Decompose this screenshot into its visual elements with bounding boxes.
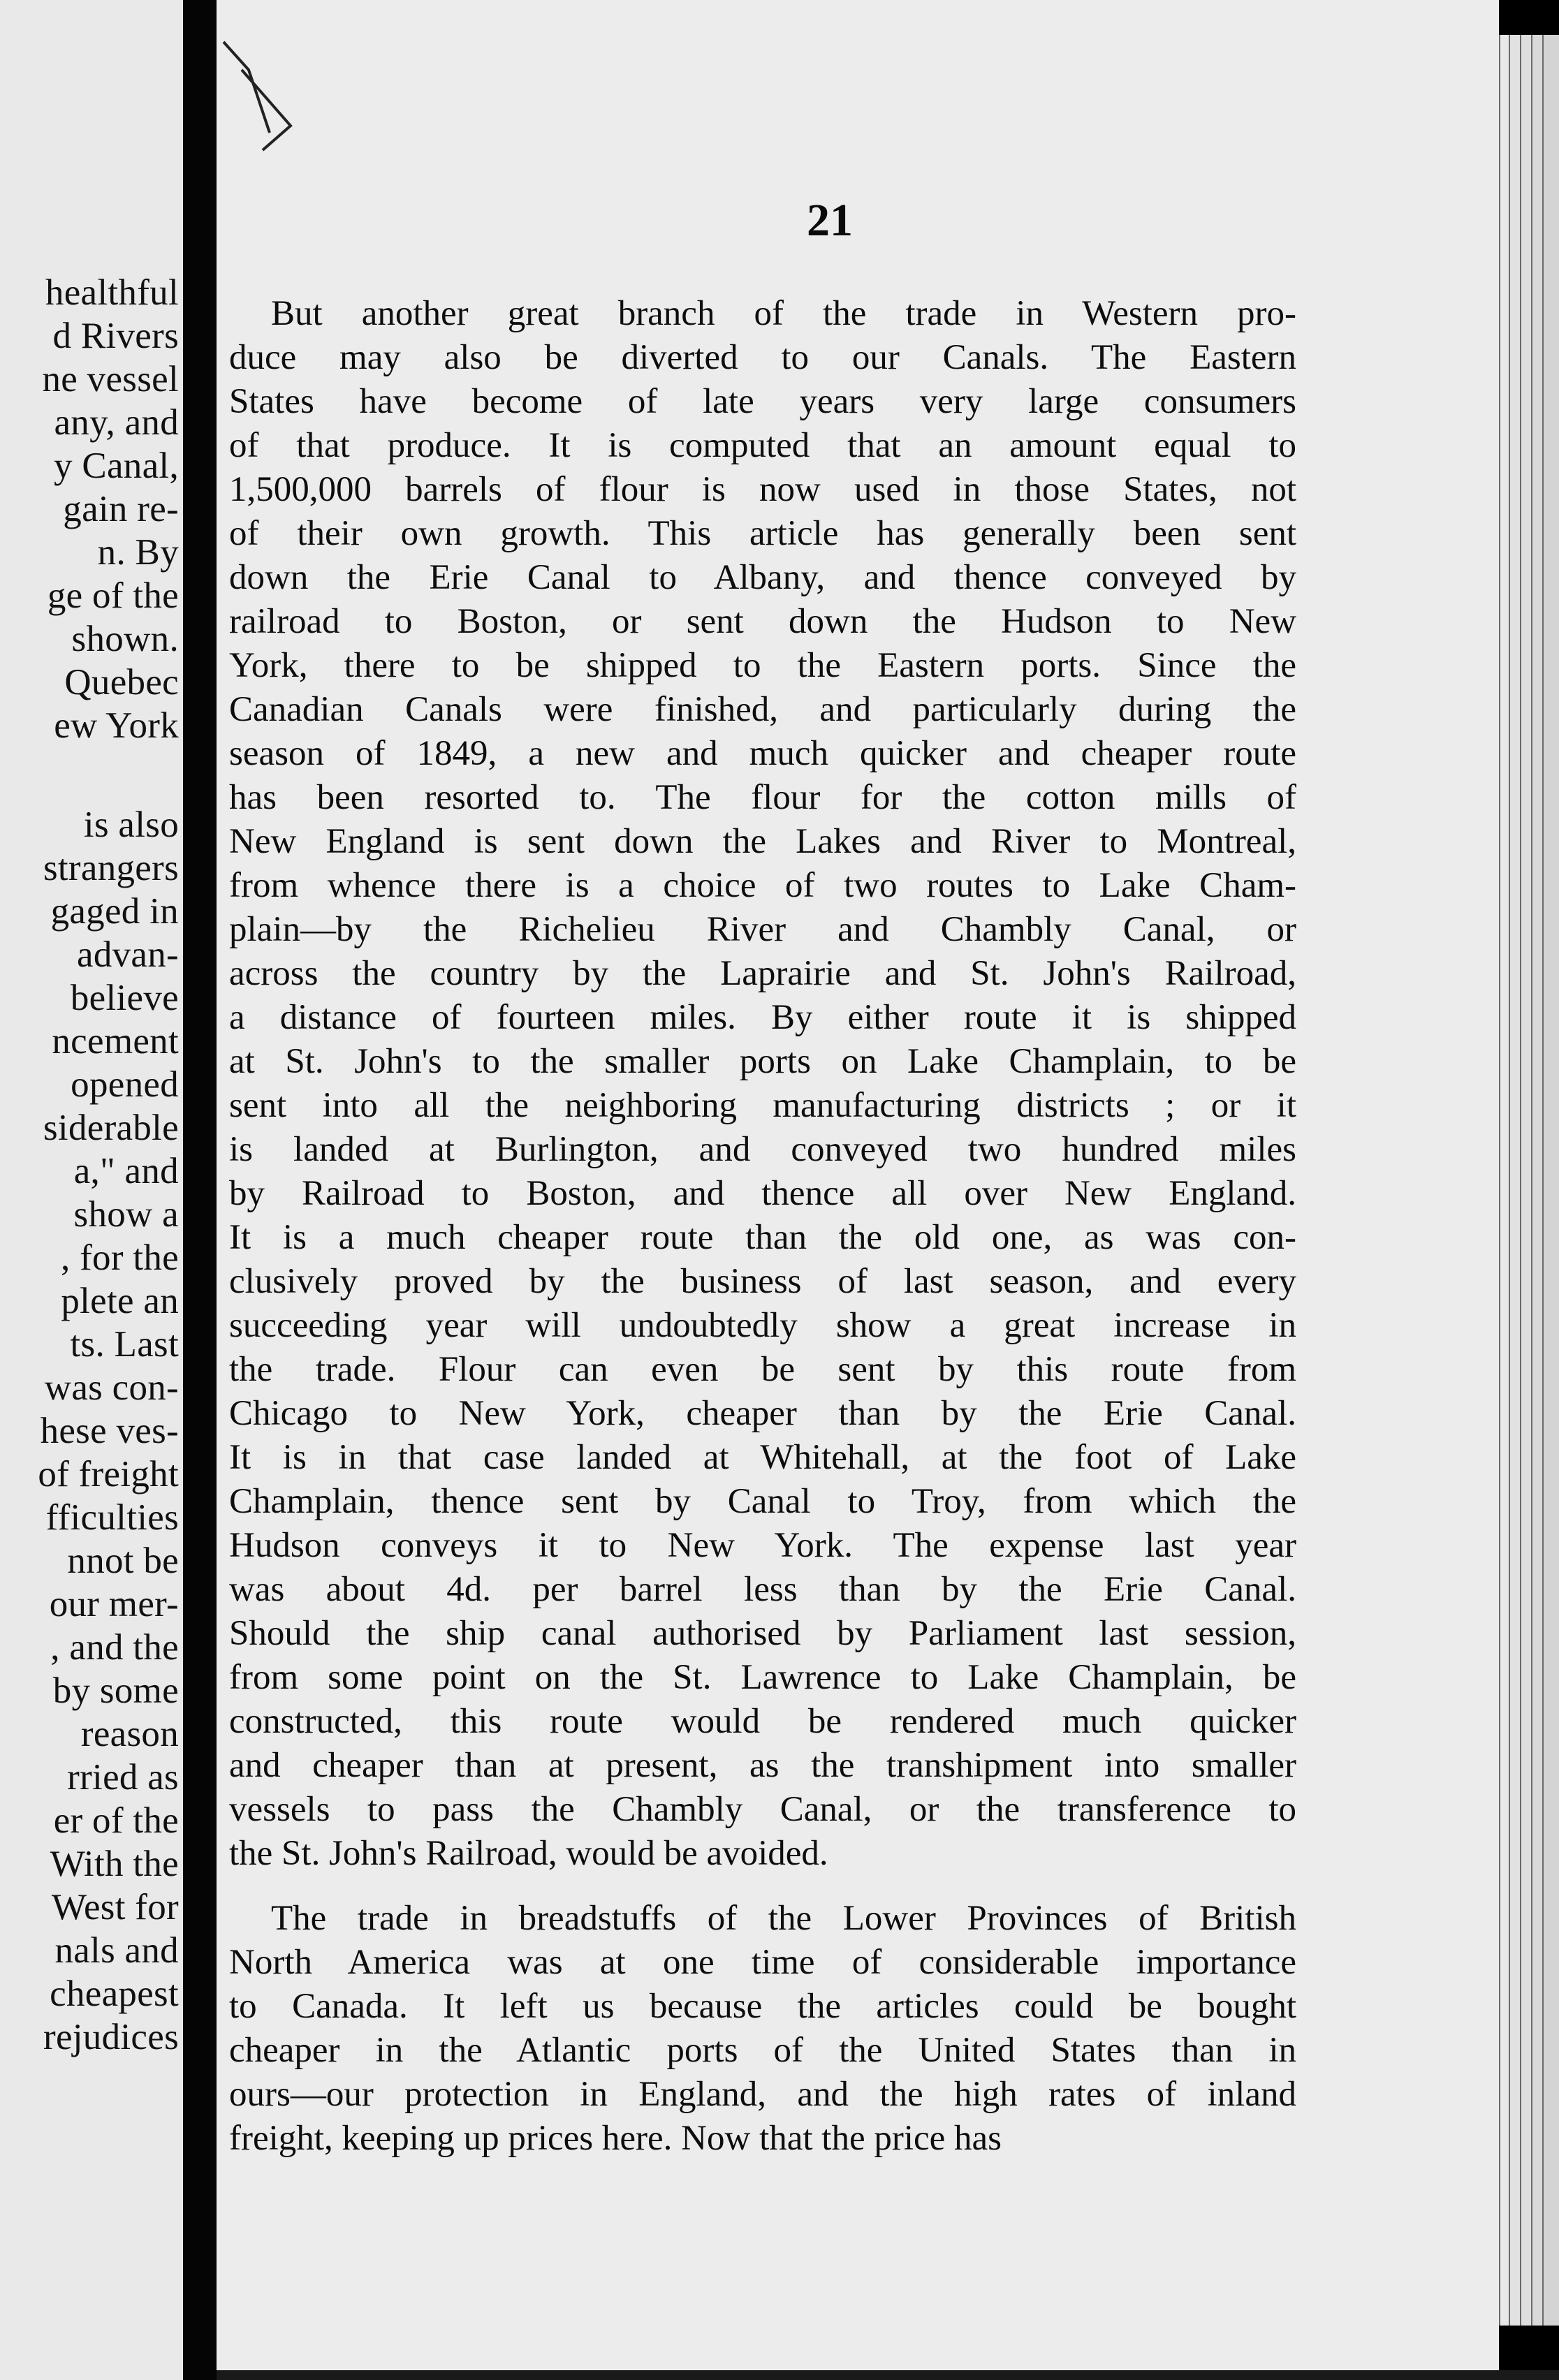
text-line: cheaper in the Atlantic ports of the United States than in — [229, 2031, 1296, 2070]
left-page-fragment: shown. — [71, 619, 179, 659]
text-line: has been resorted to. The flour for the cotton mills of — [229, 778, 1296, 817]
text-line: York, there to be shipped to the Eastern ports. Since the — [229, 646, 1296, 685]
left-page-fragment: cheapest — [50, 1974, 179, 2014]
text-line: a distance of fourteen miles. By either route it is shipped — [229, 998, 1296, 1037]
left-page-fragment: n. By — [97, 532, 179, 573]
book-gutter — [183, 0, 217, 2380]
text-line: at St. John's to the smaller ports on Lake Champlain, to be — [229, 1042, 1296, 1081]
page-fold-mark-icon — [221, 28, 305, 154]
left-page-fragment: reason — [80, 1714, 179, 1754]
left-page-fragment: believe — [70, 978, 179, 1018]
book-page — [217, 0, 1499, 2380]
left-page-fragment: hese ves- — [40, 1411, 179, 1451]
text-line: season of 1849, a new and much quicker and cheaper route — [229, 734, 1296, 773]
left-page-fragment: of freight — [38, 1454, 179, 1494]
text-line: Chicago to New York, cheaper than by the Erie Canal. — [229, 1394, 1296, 1433]
text-line: down the Erie Canal to Albany, and thence conveyed by — [229, 558, 1296, 597]
paragraph-2 — [229, 1897, 1296, 2161]
left-page-fragment: nnot be — [67, 1541, 179, 1581]
text-line: and cheaper than at present, as the transhipment into smaller — [229, 1746, 1296, 1785]
text-line: of that produce. It is computed that an amount equal to — [229, 426, 1296, 465]
text-line: 1,500,000 barrels of flour is now used in those States, not — [229, 470, 1296, 509]
text-line: is landed at Burlington, and conveyed two hundred miles — [229, 1130, 1296, 1169]
text-line: freight, keeping up prices here. Now that the price has — [229, 2119, 1002, 2158]
left-page-fragment: ew York — [54, 705, 179, 746]
text-line: The trade in breadstuffs of the Lower Provinces of British — [271, 1899, 1296, 1938]
left-page-fragment: West for — [51, 1887, 179, 1927]
text-line: railroad to Boston, or sent down the Hudson to New — [229, 602, 1296, 641]
text-line: constructed, this route would be rendered much quicker — [229, 1702, 1296, 1741]
text-line: by Railroad to Boston, and thence all over New England. — [229, 1174, 1296, 1213]
page-bottom-shadow — [217, 2370, 1559, 2380]
text-line: ours—our protection in England, and the high rates of inland — [229, 2075, 1296, 2114]
left-page-fragment: our mer- — [49, 1584, 179, 1624]
left-page-fragment: by some — [52, 1670, 179, 1711]
left-page-fragment: ne vessel — [42, 359, 179, 399]
text-line: duce may also be diverted to our Canals. The Eastern — [229, 338, 1296, 377]
text-line: Champlain, thence sent by Canal to Troy, from which the — [229, 1482, 1296, 1521]
page-stack-edges — [1499, 35, 1559, 2326]
text-line: from whence there is a choice of two routes to Lake Cham- — [229, 866, 1296, 905]
left-page-fragment: plete an — [61, 1281, 179, 1321]
left-page-fragment: is also — [83, 805, 179, 845]
left-page-fragment: advan- — [77, 934, 179, 975]
left-page-fragment: strangers — [43, 848, 179, 888]
left-page-fragment: ge of the — [47, 575, 179, 616]
left-page-fragment: opened — [71, 1064, 179, 1105]
text-line: North America was at one time of considerable importance — [229, 1943, 1296, 1982]
left-page-fragment: gaged in — [50, 891, 179, 932]
text-line: the St. John's Railroad, would be avoided. — [229, 1834, 828, 1873]
text-line: to Canada. It left us because the articles could be bought — [229, 1987, 1296, 2026]
text-line: It is in that case landed at Whitehall, at the foot of Lake — [229, 1438, 1296, 1477]
text-line: plain—by the Richelieu River and Chambly Canal, or — [229, 910, 1296, 949]
text-line: New England is sent down the Lakes and River to Montreal, — [229, 822, 1296, 861]
text-line: It is a much cheaper route than the old one, as was con- — [229, 1218, 1296, 1257]
left-page-fragment: gain re- — [63, 489, 179, 529]
left-page-fragment: d Rivers — [52, 316, 179, 356]
text-line: of their own growth. This article has generally been sent — [229, 514, 1296, 553]
text-line: But another great branch of the trade in Western pro- — [271, 294, 1296, 333]
left-page-fragment: siderable — [43, 1108, 179, 1148]
text-line: sent into all the neighboring manufacturing districts ; or it — [229, 1086, 1296, 1125]
text-line: Hudson conveys it to New York. The expense last year — [229, 1526, 1296, 1565]
left-page-fragment: Quebec — [64, 662, 179, 703]
left-page-fragment: er of the — [53, 1800, 179, 1841]
left-page-fragment: , for the — [61, 1237, 179, 1278]
left-page-fragment: y Canal, — [53, 446, 179, 486]
left-page-fragment: a," and — [73, 1151, 179, 1191]
left-page-fragment: was con- — [44, 1367, 179, 1408]
text-line: vessels to pass the Chambly Canal, or the transference to — [229, 1790, 1296, 1829]
page-number: 21 — [807, 195, 853, 246]
text-line: Should the ship canal authorised by Parliament last session, — [229, 1614, 1296, 1653]
left-page-fragment: ncement — [52, 1021, 179, 1062]
text-line: from some point on the St. Lawrence to Lake Champlain, be — [229, 1658, 1296, 1697]
left-page-fragment: fficulties — [45, 1497, 179, 1538]
text-line: the trade. Flour can even be sent by this route from — [229, 1350, 1296, 1389]
left-page-fragment: nals and — [54, 1930, 179, 1971]
left-page-fragment: healthful — [45, 272, 179, 313]
previous-page-fragment — [0, 0, 183, 2380]
paragraph-1 — [229, 292, 1296, 1876]
text-line: succeeding year will undoubtedly show a great increase in — [229, 1306, 1296, 1345]
left-page-fragment: , and the — [50, 1627, 179, 1668]
left-page-fragment: ts. Last — [70, 1324, 179, 1365]
text-line: was about 4d. per barrel less than by the Erie Canal. — [229, 1570, 1296, 1609]
left-page-fragment: rried as — [67, 1757, 179, 1798]
left-page-fragment: show a — [73, 1194, 179, 1235]
text-line: across the country by the Laprairie and St. John's Railroad, — [229, 954, 1296, 993]
text-line: Canadian Canals were finished, and particularly during the — [229, 690, 1296, 729]
left-page-fragment: rejudices — [43, 2017, 179, 2057]
left-page-fragment: With the — [50, 1844, 179, 1884]
left-page-fragment: any, and — [54, 402, 179, 443]
text-line: States have become of late years very large consumers — [229, 382, 1296, 421]
text-line: clusively proved by the business of last season, and every — [229, 1262, 1296, 1301]
